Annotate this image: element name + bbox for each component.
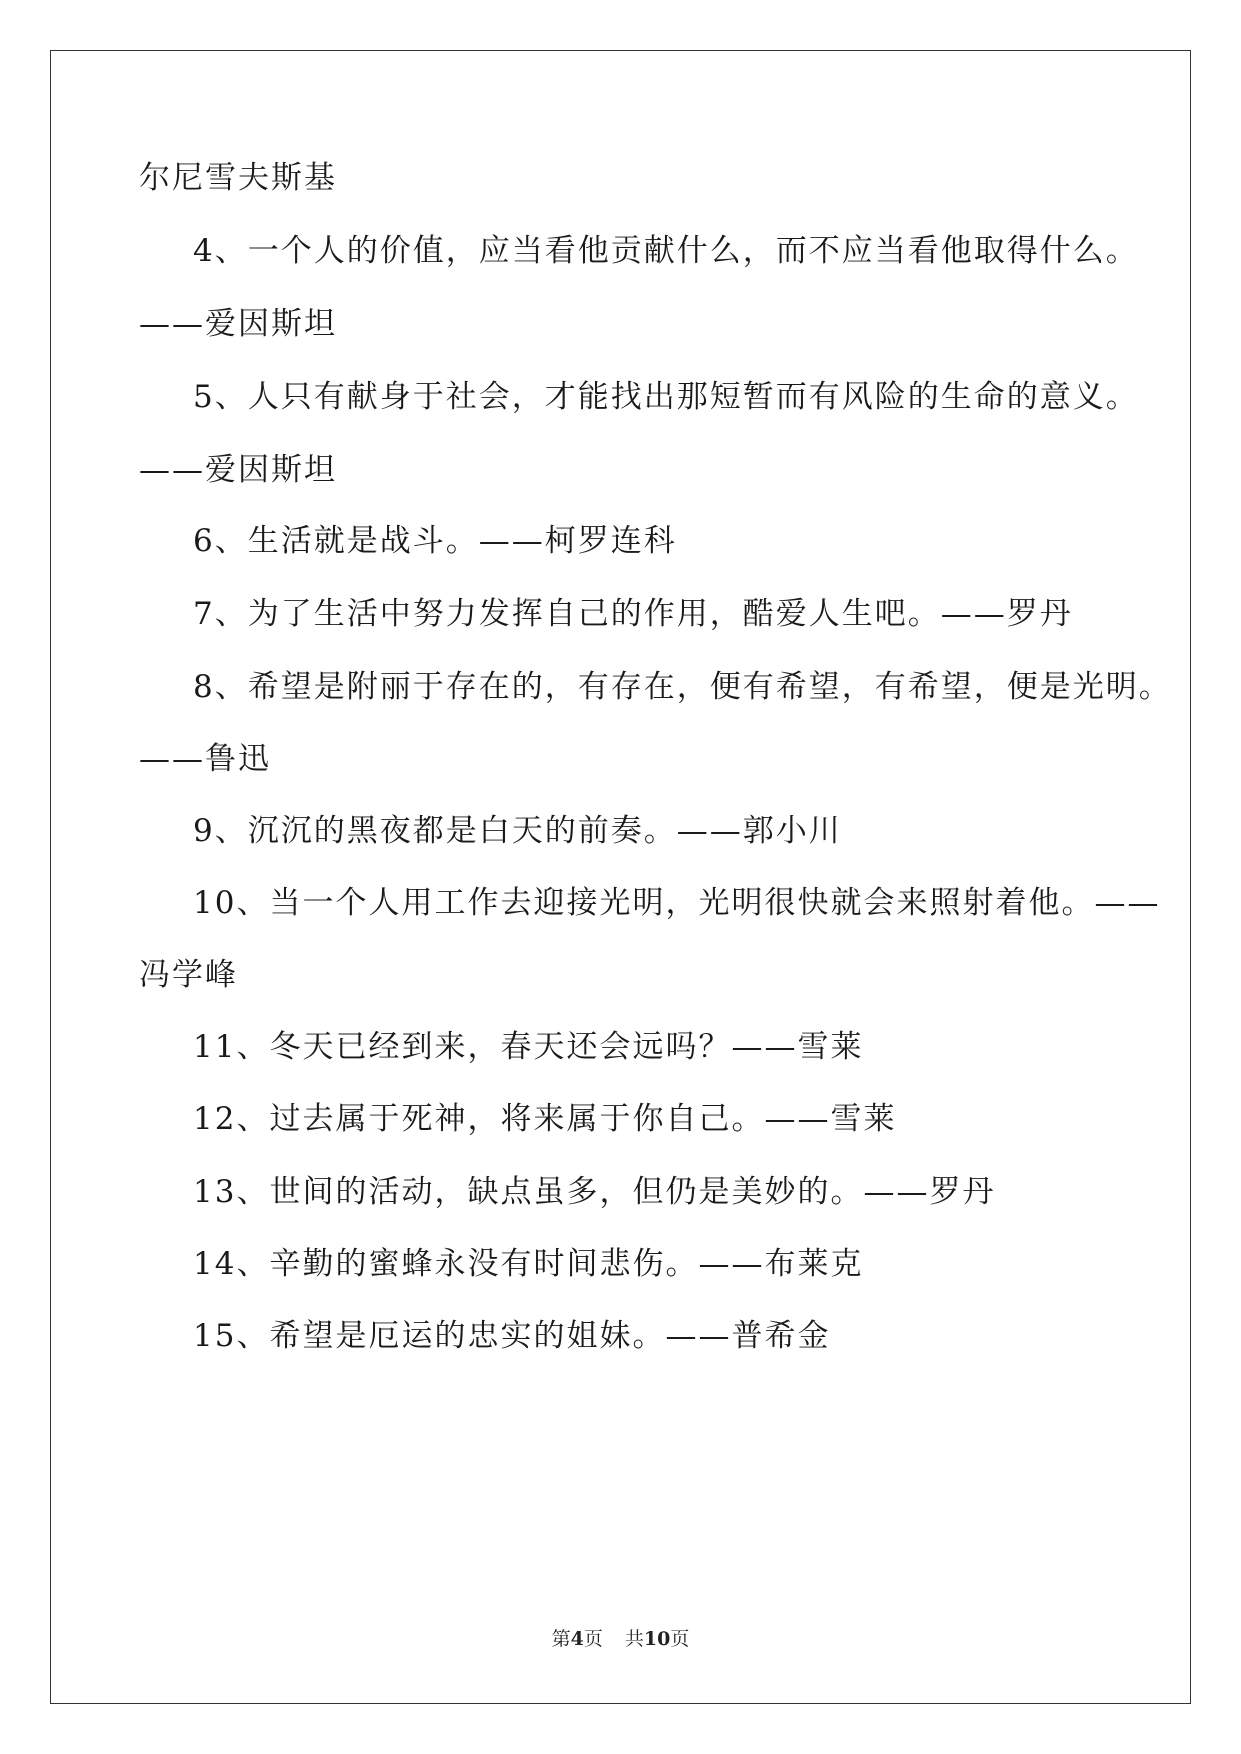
quote-11: 11、冬天已经到来，春天还会远吗？——雪莱 bbox=[193, 1029, 864, 1065]
quote-4-author: ——爱因斯坦 bbox=[139, 306, 337, 342]
quote-13: 13、世间的活动，缺点虽多，但仍是美妙的。——罗丹 bbox=[193, 1174, 996, 1210]
quote-7: 7、为了生活中努力发挥自己的作用，酷爱人生吧。——罗丹 bbox=[193, 596, 1073, 632]
page-total: 10 bbox=[643, 1628, 671, 1650]
quote-14: 14、辛勤的蜜蜂永没有时间悲伤。——布莱克 bbox=[193, 1246, 864, 1282]
quote-8-author: ——鲁迅 bbox=[139, 741, 271, 777]
quote-10-author: 冯学峰 bbox=[139, 957, 238, 993]
quote-10: 10、当一个人用工作去迎接光明，光明很快就会来照射着他。—— bbox=[193, 885, 1161, 921]
quote-12: 12、过去属于死神，将来属于你自己。——雪莱 bbox=[193, 1101, 897, 1137]
text-line-continuation: 尔尼雪夫斯基 bbox=[139, 160, 337, 196]
quote-9: 9、沉沉的黑夜都是白天的前奏。——郭小川 bbox=[193, 813, 842, 849]
quote-4: 4、一个人的价值，应当看他贡献什么，而不应当看他取得什么。 bbox=[193, 233, 1139, 269]
page-prefix: 第 bbox=[551, 1628, 571, 1650]
total-prefix: 共 bbox=[624, 1628, 644, 1650]
quote-5: 5、人只有献身于社会，才能找出那短暂而有风险的生命的意义。 bbox=[193, 379, 1139, 415]
page-current: 4 bbox=[570, 1628, 584, 1650]
quote-6: 6、生活就是战斗。——柯罗连科 bbox=[193, 523, 677, 559]
page-unit: 页 bbox=[583, 1628, 603, 1650]
total-unit: 页 bbox=[670, 1628, 690, 1650]
page-footer bbox=[51, 1627, 1190, 1651]
page-frame bbox=[50, 50, 1191, 1704]
quote-15: 15、希望是厄运的忠实的姐妹。——普希金 bbox=[193, 1318, 831, 1354]
quote-8: 8、希望是附丽于存在的，有存在，便有希望，有希望，便是光明。 bbox=[193, 669, 1172, 705]
quote-5-author: ——爱因斯坦 bbox=[139, 452, 337, 488]
